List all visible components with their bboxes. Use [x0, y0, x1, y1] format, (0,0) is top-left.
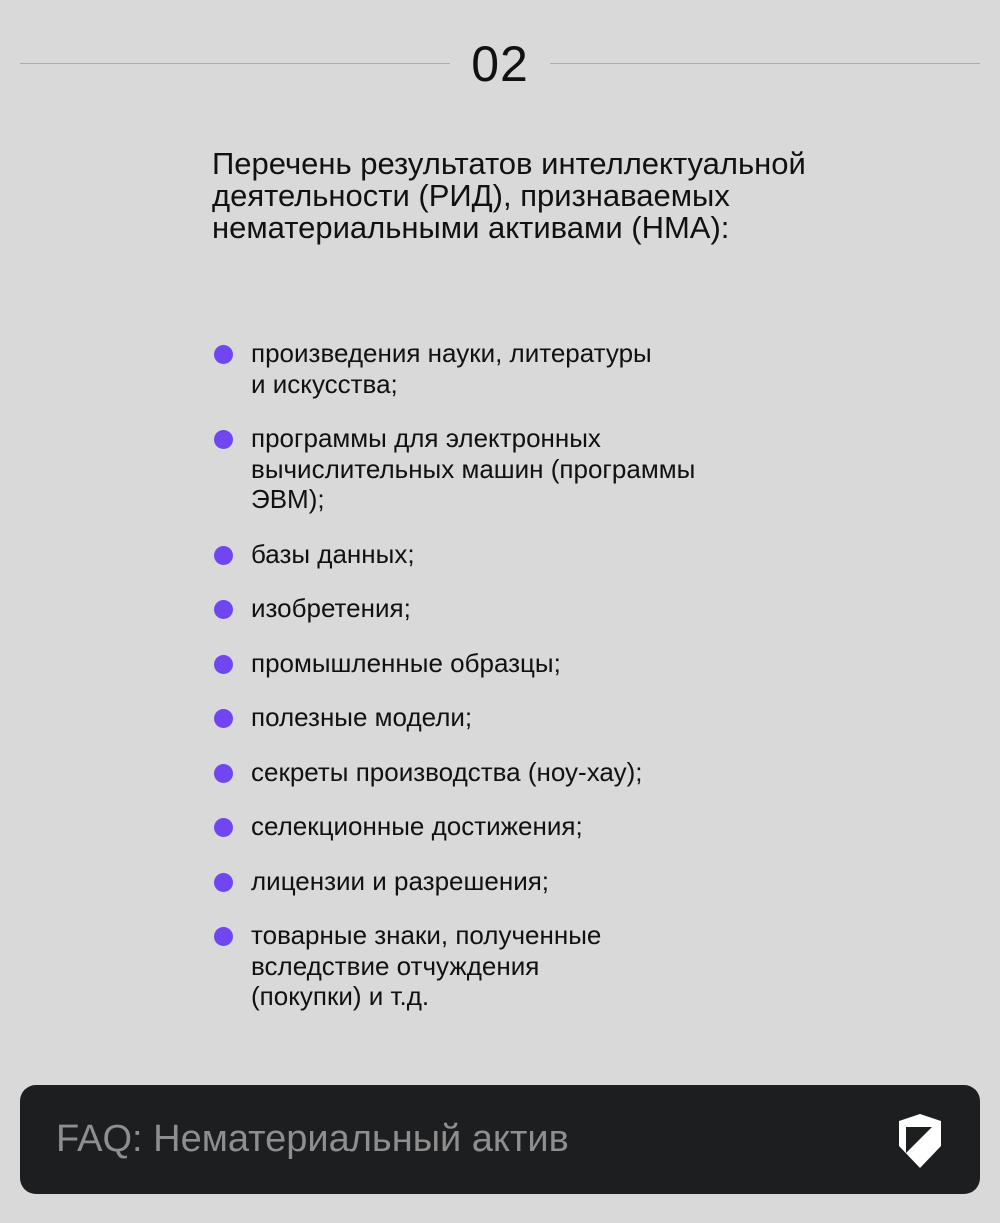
list-item-line: произведения науки, литературы — [251, 338, 652, 368]
list-item-line: программы для электронных — [251, 423, 601, 453]
list-item-line: полезные модели; — [251, 702, 473, 732]
bullet-dot — [214, 764, 233, 783]
bullet-dot — [214, 818, 233, 837]
bullet-dot — [214, 345, 233, 364]
list-item-line: и искусства; — [251, 368, 398, 399]
rid-list — [214, 338, 794, 1036]
shield-icon-outline — [899, 1114, 941, 1168]
section-heading: Перечень результатов интеллектуальной деятельности (РИД), признаваемых нематериальными активами (НМА): — [212, 146, 806, 245]
list-item — [214, 920, 794, 1012]
list-item — [214, 702, 794, 733]
list-item-line: вследствие отчуждения — [251, 950, 540, 981]
footer-bar — [20, 1085, 980, 1194]
list-item — [214, 593, 794, 624]
bullet-dot — [214, 873, 233, 892]
list-item — [214, 648, 794, 679]
bullet-dot — [214, 709, 233, 728]
list-item-line: секреты производства (ноу-хау); — [251, 756, 643, 787]
list-item-line: вычислительных машин (программы — [251, 453, 696, 484]
list-item — [214, 423, 794, 515]
page-number: 02 — [471, 36, 529, 92]
list-item-line: промышленные образцы; — [251, 647, 561, 678]
bullet-dot — [214, 655, 233, 674]
page-header — [20, 30, 980, 100]
bullet-dot — [214, 600, 233, 619]
list-item — [214, 338, 794, 399]
list-item — [214, 539, 794, 570]
shield-icon — [896, 1112, 944, 1170]
bullet-dot — [214, 927, 233, 946]
list-item-line: (покупки) и т.д. — [251, 981, 430, 1011]
list-item — [214, 866, 794, 897]
footer-title: FAQ: Нематериальный актив — [56, 1118, 569, 1160]
list-item — [214, 757, 794, 788]
list-item-line: ЭВМ); — [251, 484, 325, 514]
bullet-dot — [214, 546, 233, 565]
list-item-line: изобретения; — [251, 593, 411, 623]
list-item — [214, 811, 794, 842]
divider-right — [550, 63, 980, 64]
list-item-line: лицензии и разрешения; — [251, 865, 550, 896]
list-item-line: базы данных; — [251, 538, 415, 569]
list-item-line: товарные знаки, полученные — [251, 920, 602, 950]
list-item-line: селекционные достижения; — [251, 811, 583, 841]
divider-left — [20, 63, 450, 64]
bullet-dot — [214, 430, 233, 449]
